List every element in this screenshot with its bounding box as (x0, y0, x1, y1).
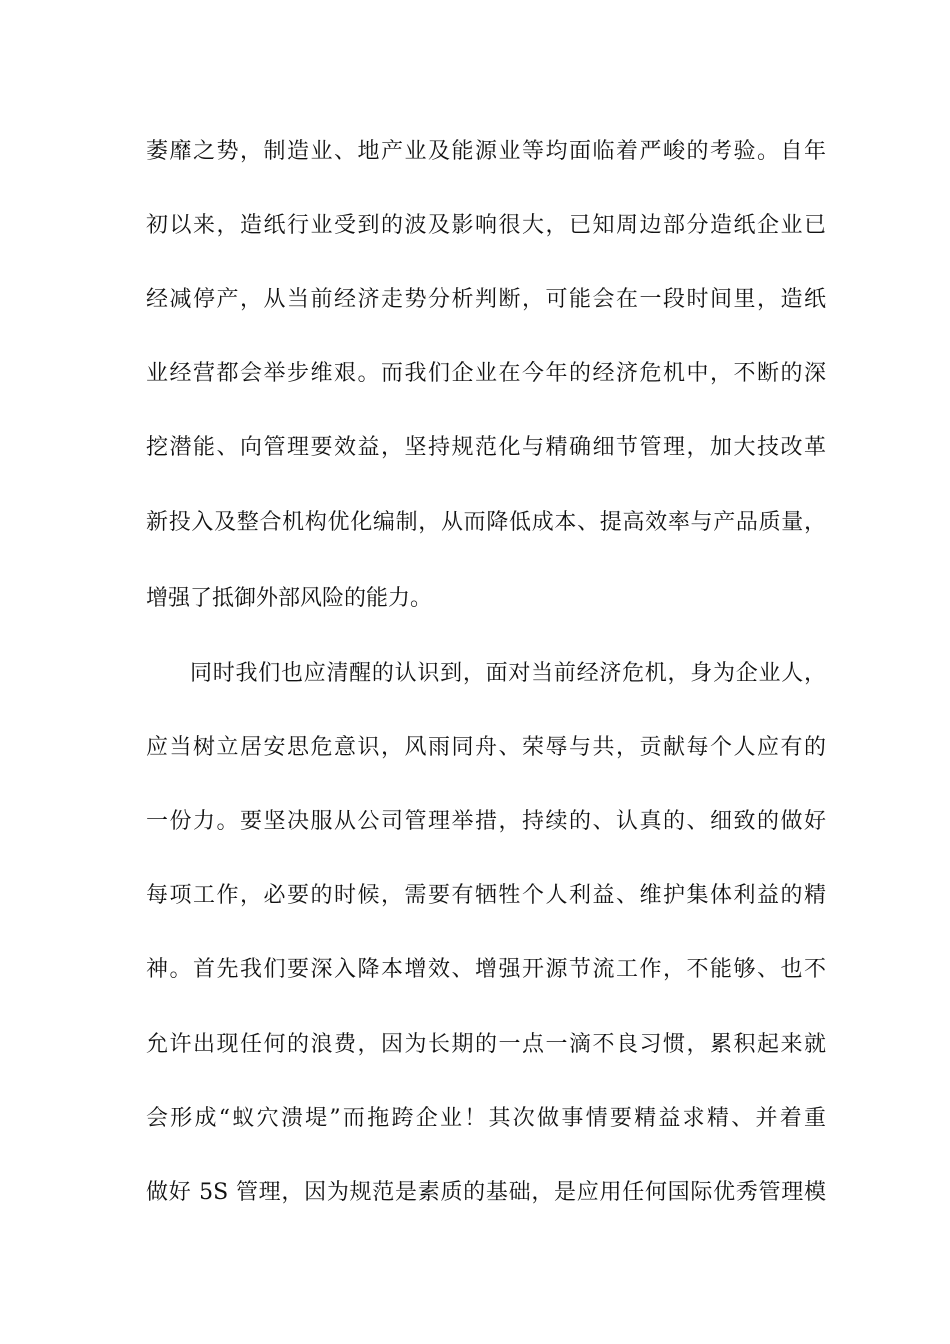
text-line: 每项工作，必要的时候，需要有牺牲个人利益、维护集体利益的精 (146, 883, 826, 908)
text-line: 经减停产，从当前经济走势分析判断，可能会在一段时间里，造纸 (146, 287, 826, 312)
text-line: 允许出现任何的浪费，因为长期的一点一滴不良习惯，累积起来就 (146, 1032, 826, 1057)
text-line: 应当树立居安思危意识，风雨同舟、荣辱与共，贡献每个人应有的 (146, 735, 826, 760)
text-line: 神。首先我们要深入降本增效、增强开源节流工作，不能够、也不 (146, 957, 826, 982)
text-line: 增强了抵御外部风险的能力。 (146, 586, 433, 611)
text-line: 同时我们也应清醒的认识到，面对当前经济危机，身为企业人， (190, 661, 826, 686)
text-line: 初以来，造纸行业受到的波及影响很大，已知周边部分造纸企业已 (146, 213, 826, 238)
text-line: 萎靡之势，制造业、地产业及能源业等均面临着严峻的考验。自年 (146, 139, 826, 164)
text-line: 做好 5S 管理，因为规范是素质的基础，是应用任何国际优秀管理模 (146, 1180, 826, 1205)
text-line: 会形成“蚁穴溃堤”而拖跨企业！其次做事情要精益求精、并着重 (146, 1106, 826, 1131)
text-line: 一份力。要坚决服从公司管理举措，持续的、认真的、细致的做好 (146, 809, 826, 834)
text-line: 业经营都会举步维艰。而我们企业在今年的经济危机中，不断的深 (146, 361, 826, 386)
text-line: 挖潜能、向管理要效益，坚持规范化与精确细节管理，加大技改革 (146, 435, 826, 460)
text-line: 新投入及整合机构优化编制，从而降低成本、提高效率与产品质量， (146, 510, 826, 535)
